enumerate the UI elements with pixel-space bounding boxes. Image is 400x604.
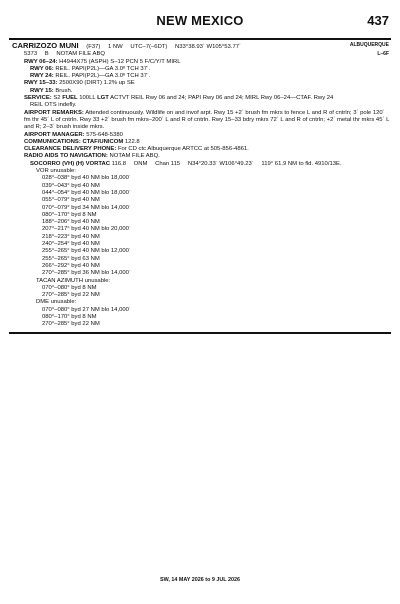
restriction-item: 070°–079° byd 34 NM blo 14,000´ <box>42 204 131 211</box>
page-title: NEW MEXICO <box>156 13 244 28</box>
page-number: 437 <box>367 13 389 28</box>
manager-phone: 575-648-5380 <box>86 131 123 138</box>
airport-coords: N33°38.93´ W105°53.77´ <box>175 44 241 50</box>
lighting-text: ACTVT REIL Rwy 06 and 24; PAPI Rwy 06 and 24; MIRL Rwy 06–24—CTAF. Rwy 24 <box>110 95 334 102</box>
runway-06-24-text: H4944X75 (ASPH) S–12 PCN 5 F/C/Y/T MIRL <box>59 58 181 65</box>
fuel-code: B <box>44 51 49 58</box>
chart-reference: L–6F <box>377 51 389 57</box>
restriction-item: 218°–223° byd 40 NM <box>42 233 100 240</box>
vor-unusable-title: VOR unusable: <box>36 168 76 175</box>
airport-id: (F37) <box>86 44 101 50</box>
runway-15-33-label: RWY 15–33: <box>24 80 58 87</box>
restriction-item: 270°–285° byd 22 NM <box>42 321 100 328</box>
restriction-item: 270°–285° byd 22 NM <box>42 292 100 299</box>
region-label: ALBUQUERQUE <box>349 42 389 48</box>
lighting-label: LGT <box>97 95 109 102</box>
runway-15-line <box>12 88 390 95</box>
manager-line <box>12 132 390 139</box>
tacan-unusable-title: TACAN AZIMUTH unusable: <box>36 277 111 284</box>
runway-06-line <box>12 66 390 73</box>
vortac-ident: ONM <box>133 160 148 167</box>
restriction-item: 055°–079° byd 40 NM <box>42 197 100 204</box>
restriction-item: 255°–265° byd 63 NM <box>42 255 100 262</box>
restriction-item: 255°–265° byd 40 NM blo 12,000´ <box>42 248 131 255</box>
remarks-text: Attended continuously. Wildlife on and invof arpt. Rwy 15 +2´ brush fm mkrs to fence L and R of cntrln; 3´ pole 120´ fm thr 45´ L of cntrln. Rwy 33 +2´ brush fm mkrs–200´ L and R of cntrln. Rwy 15–33 bdry mkrs 72´ L and R of cntrln; +2´ metal thr mkrs 45´ L and R; 2–3´ brush inside mkrs. <box>24 109 390 131</box>
lighting-continuation: REIL OTS indefly. <box>30 102 77 109</box>
vortac-frequency: 116.8 <box>111 160 127 167</box>
fuel-text: 100LL <box>79 95 96 102</box>
clearance-text: For CD ctc Albuquerque ARTCC at 505-856-4861. <box>117 146 249 153</box>
vortac-bearing: 119° 61.9 NM to fld. 4910/13E. <box>261 160 342 167</box>
service-label: SERVICE: <box>24 95 52 102</box>
communications-frequency: 122.8 <box>124 138 140 145</box>
restriction-item: 080°–170° byd 8 NM <box>42 211 97 218</box>
service-line <box>12 95 390 102</box>
service-s-text: S2 <box>53 95 61 102</box>
runway-24-line <box>12 73 390 80</box>
service-continuation <box>12 102 390 109</box>
clearance-line <box>12 146 390 153</box>
notam-file: NOTAM FILE ABQ <box>56 51 105 58</box>
airport-remarks <box>12 110 390 132</box>
runway-06-label: RWY 06: <box>30 65 54 72</box>
runway-06-24-line <box>12 59 390 66</box>
top-divider <box>9 38 391 40</box>
airport-elevation: 5373 <box>24 51 38 58</box>
restriction-item: 270°–285° byd 36 NM blo 14,000´ <box>42 270 131 277</box>
elevation-line <box>12 51 390 58</box>
restriction-item: 070°–080° byd 27 NM blo 14,000´ <box>42 306 131 313</box>
vortac-coords: N34°20.33´ W106°49.23´ <box>187 160 254 167</box>
vortac-channel: Chan 115 <box>155 160 181 167</box>
radio-aids-label: RADIO AIDS TO NAVIGATION: <box>24 153 108 160</box>
runway-15-text: Brush. <box>55 87 73 94</box>
bottom-divider <box>9 332 391 334</box>
runway-15-label: RWY 15: <box>30 87 54 94</box>
restriction-item: 028°–038° byd 40 NM blo 18,000´ <box>42 175 131 182</box>
restriction-item: 044°–054° byd 40 NM blo 18,000´ <box>42 189 131 196</box>
manager-label: AIRPORT MANAGER: <box>24 131 85 138</box>
runway-15-33-text: 2500X90 (DIRT) 1.2% up SE <box>59 80 135 87</box>
runway-24-label: RWY 24: <box>30 73 54 80</box>
restriction-item: 266°–292° byd 40 NM <box>42 262 100 269</box>
communications-line <box>12 139 390 146</box>
airport-name: CARRIZOZO MUNI <box>12 42 79 50</box>
runway-24-text: REIL. PAPI(P2L)—GA 3.0º TCH 37´. <box>55 73 151 80</box>
tacan-unusable-list <box>12 285 390 300</box>
fuel-label: FUEL <box>62 95 78 102</box>
runway-15-33-line <box>12 80 390 87</box>
communications-label: COMMUNICATIONS: CTAF/UNICOM <box>24 138 124 145</box>
airport-header-line <box>12 42 390 51</box>
restriction-item: 240°–254° byd 40 NM <box>42 241 100 248</box>
radio-aids-text: NOTAM FILE ABQ. <box>109 153 160 160</box>
vor-unusable-list <box>12 175 390 277</box>
footer-effective-dates: SW, 14 MAY 2026 to 9 JUL 2026 <box>160 577 240 583</box>
dme-unusable-title: DME unusable: <box>36 299 77 306</box>
radio-aids-line <box>12 153 390 160</box>
vortac-label: SOCORRO (VH) (H) VORTAC <box>30 160 111 167</box>
clearance-label: CLEARANCE DELIVERY PHONE: <box>24 146 117 153</box>
restriction-item: 070°–080° byd 8 NM <box>42 284 97 291</box>
airport-utc: UTC–7(–6DT) <box>130 44 168 50</box>
restriction-item: 207°–217° byd 40 NM blo 20,000´ <box>42 226 131 233</box>
runway-06-text: REIL. PAPI(P2L)—GA 3.0º TCH 37´. <box>55 65 151 72</box>
airport-distance: 1 NW <box>108 44 123 50</box>
runway-06-24-label: RWY 06–24: <box>24 58 58 65</box>
airport-entry <box>12 42 390 329</box>
vortac-line <box>12 161 390 168</box>
restriction-item: 039°–043° byd 40 NM <box>42 182 100 189</box>
dme-unusable-list <box>12 307 390 329</box>
remarks-label: AIRPORT REMARKS: <box>24 109 84 116</box>
restriction-item: 188°–206° byd 40 NM <box>42 219 100 226</box>
restriction-item: 080°–170° byd 8 NM <box>42 313 97 320</box>
